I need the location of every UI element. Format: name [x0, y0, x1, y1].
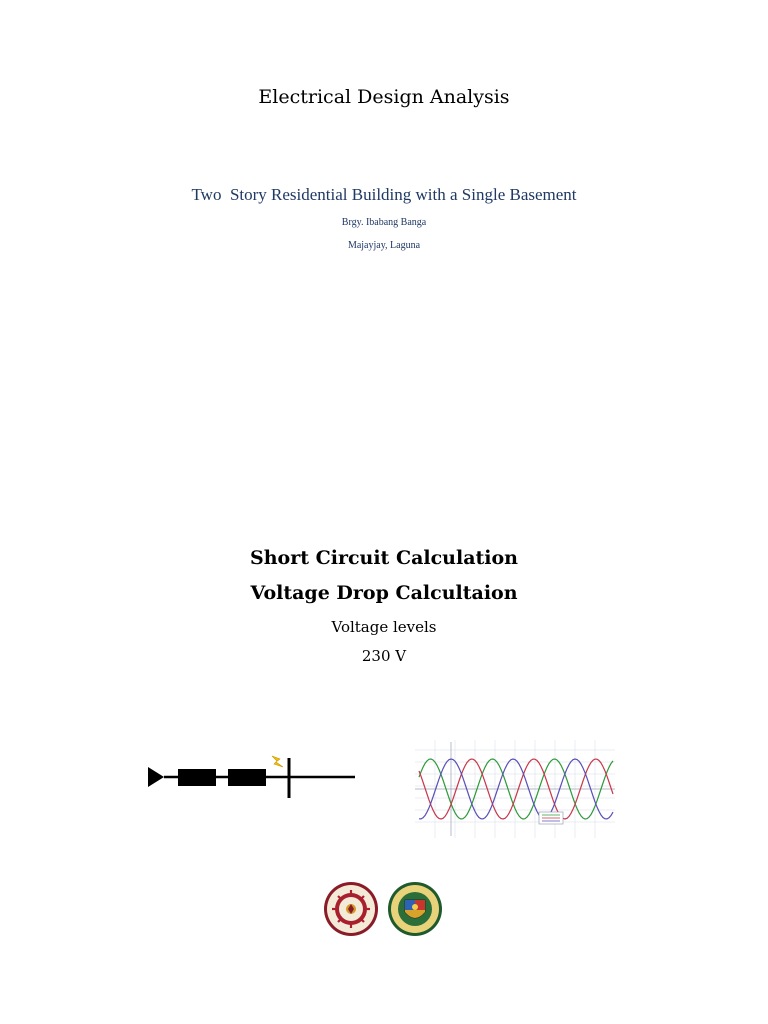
circuit-diagram-icon [140, 750, 360, 806]
project-address-line1: Brgy. Ibabang Banga [341, 217, 427, 228]
fault-lightning-icon [272, 756, 283, 767]
document-title: Electrical Design Analysis [258, 86, 510, 108]
transformer-block [228, 769, 266, 786]
heading-short-circuit: Short Circuit Calculation [250, 547, 518, 569]
heading-voltage-drop: Voltage Drop Calcultaion [250, 582, 518, 604]
project-address-line2: Majayjay, Laguna [347, 240, 421, 251]
university-seal-icon [383, 880, 447, 938]
transformer-block [178, 769, 216, 786]
source-arrow-icon [148, 767, 164, 787]
college-of-engineering-seal-icon [321, 880, 383, 938]
voltage-value: 230 V [361, 647, 407, 665]
project-title: Two Story Residential Building with a Single Basement [191, 185, 577, 204]
voltage-levels-label: Voltage levels [331, 618, 437, 636]
waveform-graph-icon [415, 740, 615, 838]
